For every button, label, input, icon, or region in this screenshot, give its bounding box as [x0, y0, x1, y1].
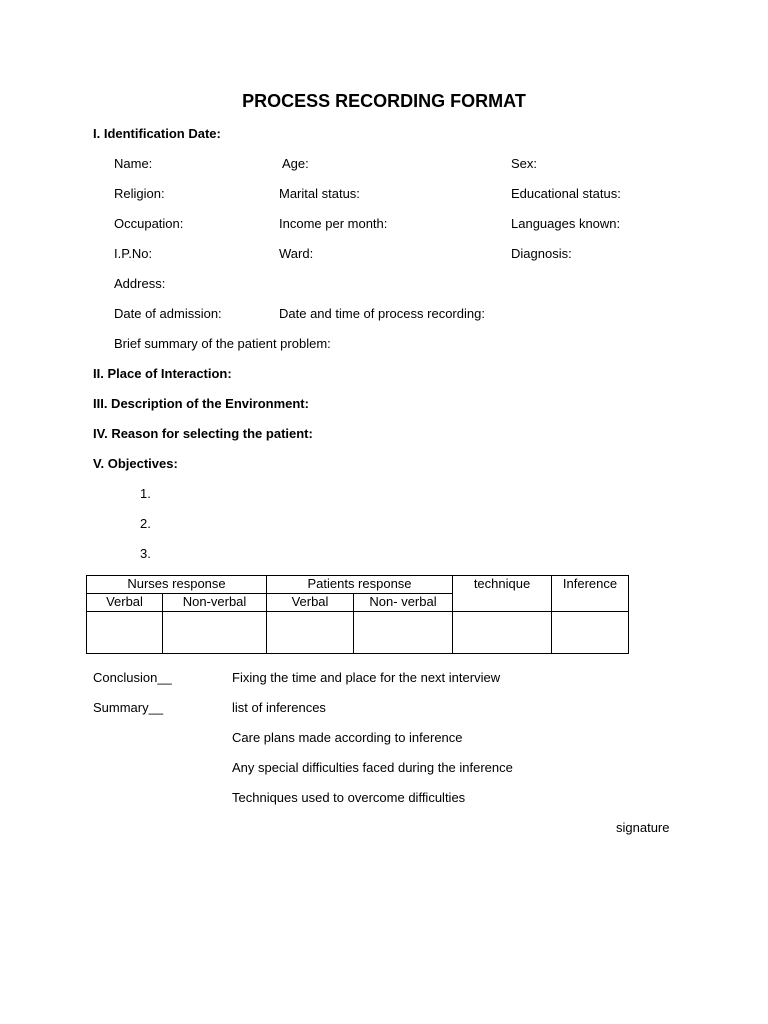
age-label: Age: [282, 156, 309, 171]
conclusion-label: Conclusion__ [93, 670, 172, 685]
table-cell [552, 612, 629, 654]
income-label: Income per month: [279, 216, 388, 231]
section-4-heading: IV. Reason for selecting the patient: [93, 426, 313, 441]
section-3-heading: III. Description of the Environment: [93, 396, 309, 411]
address-label: Address: [114, 276, 166, 291]
process-recording-table [86, 575, 629, 654]
inference-header: Inference [552, 576, 629, 612]
summary-label: Summary__ [93, 700, 164, 715]
brief-summary-label: Brief summary of the patient problem: [114, 336, 331, 351]
table-cell [163, 612, 267, 654]
nurses-response-header: Nurses response [87, 576, 267, 594]
nurse-verbal-header: Verbal [87, 594, 163, 612]
closing-item: list of inferences [232, 700, 326, 715]
diagnosis-label: Diagnosis: [511, 246, 572, 261]
table-cell [453, 612, 552, 654]
closing-item: Any special difficulties faced during the inference [232, 760, 513, 775]
section-2-heading: II. Place of Interaction: [93, 366, 232, 381]
religion-label: Religion: [114, 186, 165, 201]
ward-label: Ward: [279, 246, 314, 261]
sex-label: Sex: [511, 156, 538, 171]
nurse-nonverbal-header: Non-verbal [163, 594, 267, 612]
name-label: Name: [114, 156, 153, 171]
closing-item: Techniques used to overcome difficulties [232, 790, 466, 805]
languages-label: Languages known: [511, 216, 621, 231]
table-cell [267, 612, 354, 654]
objective-item: 3. [140, 546, 151, 561]
page-title: PROCESS RECORDING FORMAT [242, 91, 526, 111]
section-5-heading: V. Objectives: [93, 456, 178, 471]
closing-item: Care plans made according to inference [232, 730, 463, 745]
closing-item: Fixing the time and place for the next interview [232, 670, 501, 685]
signature-label: signature [616, 820, 670, 835]
marital-status-label: Marital status: [279, 186, 360, 201]
section-1-heading: I. Identification Date: [93, 126, 221, 141]
patient-verbal-header: Verbal [267, 594, 354, 612]
patient-nonverbal-header: Non- verbal [354, 594, 453, 612]
objective-item: 2. [140, 516, 151, 531]
technique-header: technique [453, 576, 552, 612]
educational-status-label: Educational status: [511, 186, 621, 201]
table-cell [87, 612, 163, 654]
date-time-recording-label: Date and time of process recording: [279, 306, 485, 321]
occupation-label: Occupation: [114, 216, 184, 231]
table-cell [354, 612, 453, 654]
objective-item: 1. [140, 486, 151, 501]
ipno-label: I.P.No: [114, 246, 153, 261]
patients-response-header: Patients response [267, 576, 453, 594]
date-of-admission-label: Date of admission: [114, 306, 222, 321]
